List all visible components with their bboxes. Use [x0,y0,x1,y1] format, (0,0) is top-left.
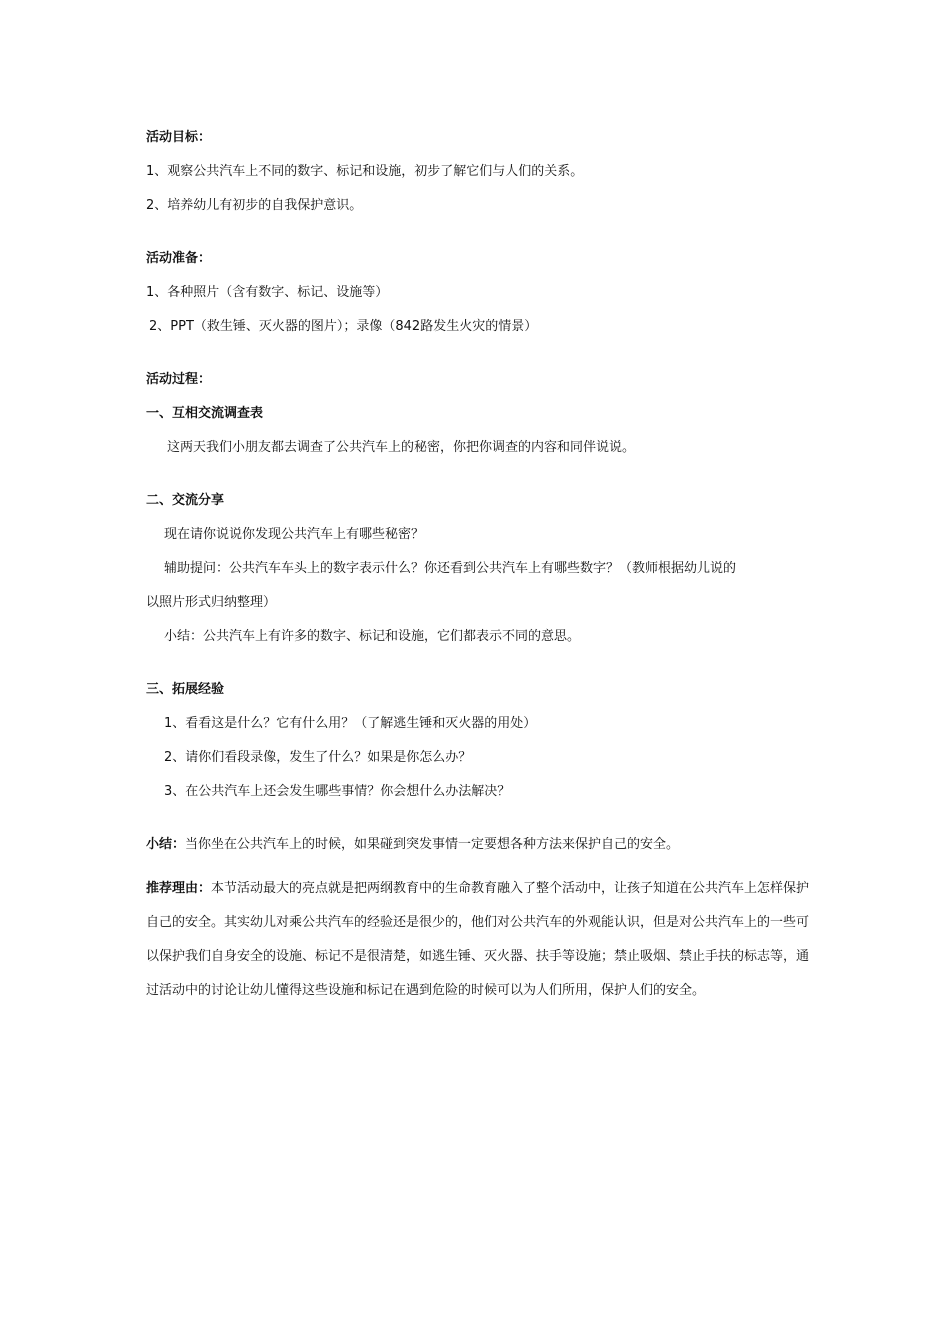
prep-heading: 活动准备： [146,251,212,266]
part3-item-1: 1、看看这是什么？它有什么用？（了解逃生锤和灭火器的用处） [164,716,537,731]
part1-heading: 一、互相交流调查表 [146,406,264,421]
part2-summary: 小结：公共汽车上有许多的数字、标记和设施，它们都表示不同的意思。 [164,629,581,644]
document-page [146,128,810,1008]
part2-heading: 二、交流分享 [146,493,225,508]
goals-heading: 活动目标： [146,130,212,145]
summary-label: 小结： [146,837,186,852]
part3-item-2: 2、请你们看段录像，发生了什么？如果是你怎么办？ [164,750,472,765]
reason-label: 推荐理由： [146,881,212,896]
goal-item-2: 2、培养幼儿有初步的自我保护意识。 [146,198,363,213]
process-heading: 活动过程： [146,372,212,387]
summary-text: 当你坐在公共汽车上的时候，如果碰到突发事情一定要想各种方法来保护自己的安全。 [185,837,680,852]
part1-text: 这两天我们小朋友都去调查了公共汽车上的秘密，你把你调查的内容和同伴说说。 [167,440,636,455]
prep-item-2: 2、PPT（救生锤、灭火器的图片）；录像（842路发生火灾的情景） [149,319,538,334]
part2-question-1: 现在请你说说你发现公共汽车上有哪些秘密？ [164,527,425,542]
part3-heading: 三、拓展经验 [146,682,225,697]
prep-item-1: 1、各种照片（含有数字、标记、设施等） [146,285,389,300]
part2-question-2-line2: 以照片形式归纳整理） [146,595,277,610]
reason-paragraph [146,872,810,1008]
summary-paragraph [146,835,810,854]
part2-question-2-line1: 辅助提问：公共汽车车头上的数字表示什么？你还看到公共汽车上有哪些数字？（教师根据幼儿说的 [164,561,737,576]
goal-item-1: 1、观察公共汽车上不同的数字、标记和设施，初步了解它们与人们的关系。 [146,164,584,179]
reason-text: 本节活动最大的亮点就是把两纲教育中的生命教育融入了整个活动中，让孩子知道在公共汽车上怎样保护自己的安全。其实幼儿对乘公共汽车的经验还是很少的，他们对公共汽车的外观能认识，但是对公共汽车上的一些可以保护我们自身安全的设施、标记不是很清楚，如逃生锤、灭火器、扶手等设施；禁止吸烟、禁止手扶的标志等，通过活动中的讨论让幼儿懂得这些设施和标记在遇到危险的时候可以为人们所用，保护人们的安全。 [146,881,810,998]
part3-item-3: 3、在公共汽车上还会发生哪些事情？你会想什么办法解决？ [164,784,511,799]
